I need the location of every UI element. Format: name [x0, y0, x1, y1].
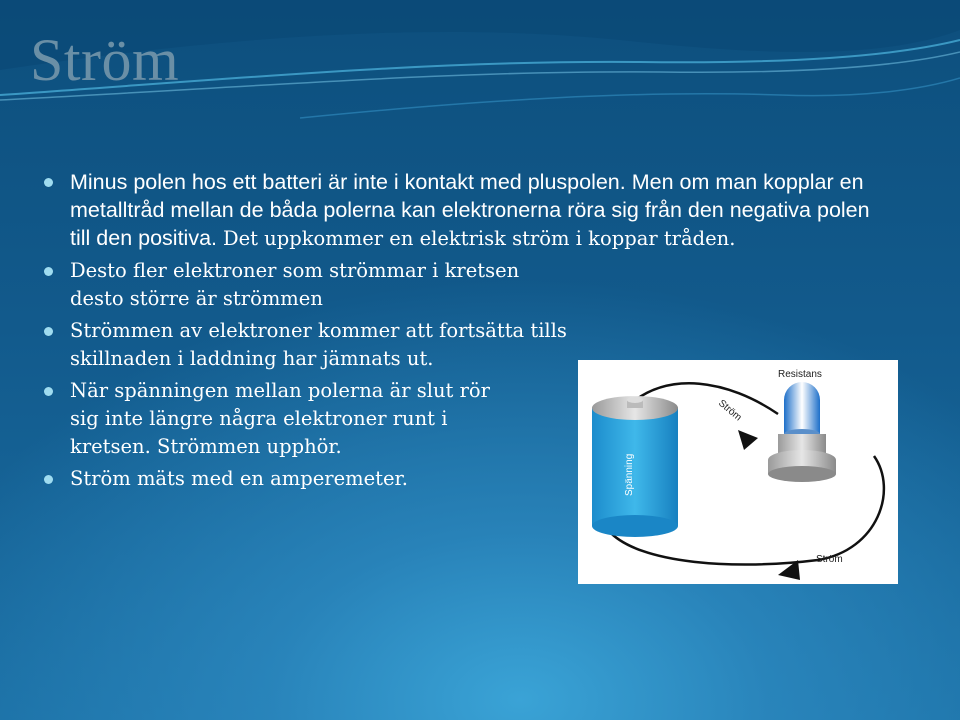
bullet-icon: [44, 267, 53, 276]
bullet-icon: [44, 327, 53, 336]
bullet-icon: [44, 178, 53, 187]
spanning-label: Spänning: [624, 453, 635, 496]
bullet-item: [44, 377, 500, 461]
bullet-item: [44, 168, 884, 253]
bullet-icon: [44, 475, 53, 484]
bullet-text: Desto fler elektroner som strömmar i kretsen desto större är strömmen: [70, 259, 520, 310]
bullet-text: Strömmen av elektroner kommer att fortsätta tills skillnaden i laddning har jämnats ut.: [70, 319, 567, 370]
battery-icon: [592, 396, 678, 537]
slide-title: Ström: [30, 27, 180, 93]
bullet-text: Ström mäts med en amperemeter.: [70, 467, 408, 490]
bullet-icon: [44, 387, 53, 396]
bullet-text: När spänningen mellan polerna är slut rör sig inte längre några elektroner runt i kretsen. Strömmen upphör.: [70, 379, 490, 458]
bullet-text-tail: Det uppkommer en elektrisk ström i koppar tråden.: [222, 227, 736, 250]
bullet-text: Minus polen hos ett batteri är inte i kontakt med pluspolen. Men om man kopplar en metalltråd mellan de båda polerna kan elektronerna röra sig från den negativa polen till den positiva.: [70, 170, 870, 250]
strom-label-bottom: Ström: [816, 554, 843, 565]
resistor-icon: [768, 382, 836, 482]
bullet-item: [44, 317, 570, 373]
strom-label-top: Ström: [716, 397, 744, 424]
bullet-item: [44, 257, 570, 313]
resistans-label: Resistans: [778, 369, 822, 380]
circuit-diagram: [578, 360, 898, 584]
